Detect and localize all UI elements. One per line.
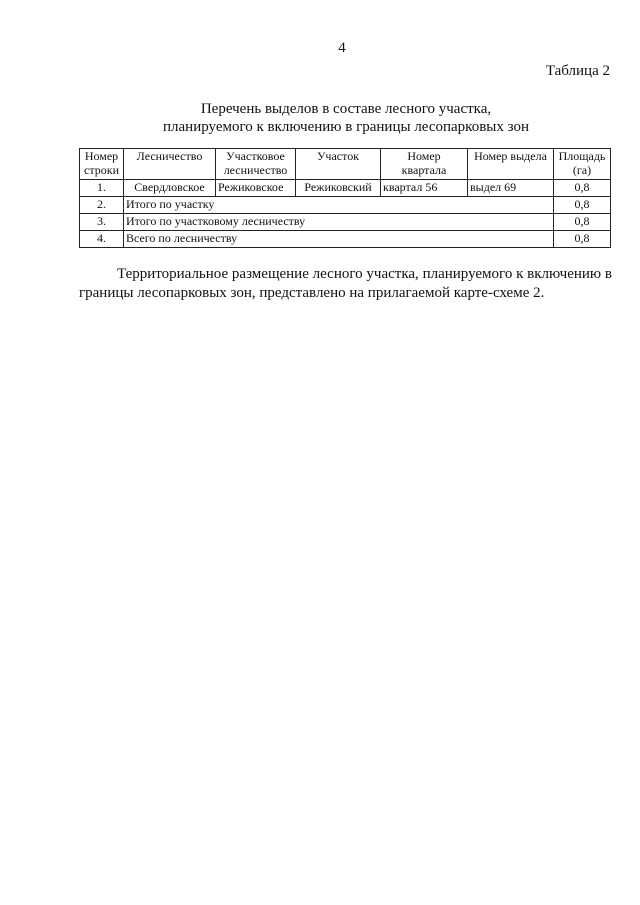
cell-row-number: 1. [80,180,124,197]
header-allotment: Номер выдела [468,149,554,180]
cell-summary-label: Всего по лесничеству [124,231,554,248]
table-label: Таблица 2 [545,63,610,79]
cell-area: 0,8 [554,231,611,248]
body-paragraph: Территориальное размещение лесного участка, планируемого к включению в границы лесопарковых зон, представлено на прилагаемой карте-схеме 2. [79,266,612,301]
cell-summary-label: Итого по участку [124,197,554,214]
table-title-line-1: Перечень выделов в составе лесного участка, [200,101,492,117]
cell-area: 0,8 [554,180,611,197]
table-title-line-2: планируемого к включению в границы лесопарковых зон [163,119,529,135]
header-quarter: Номер квартала [381,149,468,180]
table-title [0,100,640,136]
header-forestry: Лесничество [124,149,216,180]
summary-row [80,214,611,231]
cell-forestry: Свердловское [124,180,216,197]
table-header-row [80,149,611,180]
cell-row-number: 4. [80,231,124,248]
header-area: Площадь (га) [554,149,611,180]
cell-row-number: 3. [80,214,124,231]
header-district-forestry: Участковое лесничество [216,149,296,180]
cell-area: 0,8 [554,214,611,231]
page-number: 4 [338,40,346,56]
cell-area: 0,8 [554,197,611,214]
header-row-number: Номер строки [80,149,124,180]
header-plot: Участок [296,149,381,180]
cell-quarter: квартал 56 [381,180,468,197]
cell-allotment: выдел 69 [468,180,554,197]
cell-plot: Режиковский [296,180,381,197]
allotments-table [79,148,611,248]
cell-summary-label: Итого по участковому лесничеству [124,214,554,231]
cell-district-forestry: Режиковское [216,180,296,197]
summary-row [80,231,611,248]
cell-row-number: 2. [80,197,124,214]
summary-row [80,197,611,214]
table-row [80,180,611,197]
